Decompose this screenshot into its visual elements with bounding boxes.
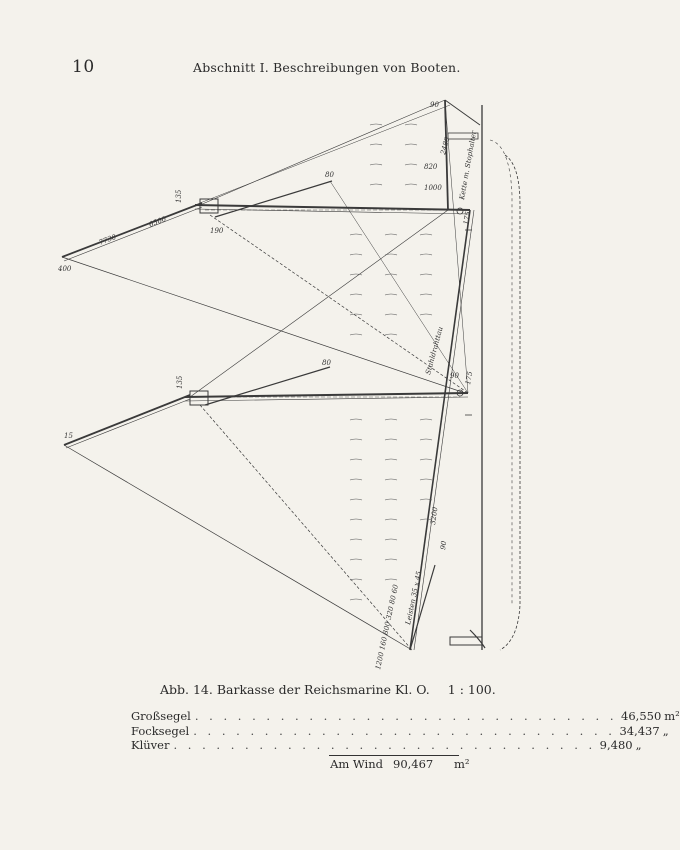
ann-dim-175-mid: 175 [464, 370, 475, 386]
main-gaff [62, 203, 202, 257]
ann-mast-top-main: 80 [325, 171, 334, 179]
sail-area-table [131, 709, 680, 771]
sail-value: 9,480 [599, 738, 633, 752]
sail-unit: „ [635, 738, 642, 752]
fore-sail-leech [64, 445, 412, 650]
upper-mizzen-gaff [445, 100, 480, 125]
figure-title: Barkasse der Reichsmarine Kl. O. [216, 682, 430, 697]
ann-stay: Stahldrahttau [424, 325, 445, 376]
ann-bowsprit: Leisten 35 x 45 [404, 570, 424, 626]
sail-name: Focksegel [131, 723, 190, 738]
main-sail-leech-2 [200, 100, 445, 205]
sail-value: 34,437 [619, 723, 660, 738]
sail-unit: m² [664, 709, 680, 723]
sail-row-fock [131, 723, 669, 739]
ann-fore-top: 80 [322, 359, 331, 367]
sail-name: Klüver [131, 738, 170, 752]
ann-bow-dims: 1200 160 800 320 80 60 [374, 583, 401, 671]
page-number: 10 [72, 57, 95, 77]
ann-dim-90-low: 90 [439, 540, 449, 551]
ann-dim-820: 820 [424, 163, 438, 171]
main-top-yard [215, 181, 332, 217]
hull-dashed-line [500, 155, 520, 650]
ann-chain: Kette m. Stophalter [458, 130, 479, 201]
fore-gaff [64, 395, 190, 445]
ann-dim-1000: 1000 [424, 184, 442, 192]
sail-plan-drawing [50, 85, 530, 675]
ann-gaff-peak-main: 400 [58, 265, 72, 273]
ann-mizzen-top: 90 [430, 101, 439, 109]
hull-inner-dashed [490, 140, 512, 605]
fore-sail-diagonal [190, 210, 448, 397]
dot-leader: . . . . . . . . . . . . . . . . . . . . . . . . . . . . . . [193, 723, 616, 738]
running-head: Abschnitt I. Beschreibungen von Booten. [193, 60, 461, 75]
main-mast [195, 205, 470, 210]
ann-gaff-length-1: 7730 [97, 233, 118, 247]
fore-sail-dashed [200, 405, 412, 650]
total-value: 90,467 [393, 756, 434, 771]
ann-gaff-length-2: 6500 [147, 215, 168, 229]
sail-total-row [131, 757, 476, 772]
main-gaff-inner [64, 207, 202, 261]
fore-gaff-inner [66, 399, 190, 448]
sail-unit: „ [662, 723, 669, 738]
total-rule [329, 755, 459, 756]
fore-mast [185, 393, 468, 397]
sail-name: Großsegel [131, 709, 191, 723]
ann-fore-mast-head: 135 [176, 375, 184, 389]
figure-label: Abb. 14. [160, 682, 213, 697]
ann-fore-peak: 15 [64, 432, 73, 440]
ann-dim-2480: 2480 [439, 136, 452, 156]
main-sail-leech [62, 257, 465, 393]
ann-dim-190: 190 [210, 227, 224, 235]
ann-dim-3200: 3200 [429, 506, 440, 526]
figure-scale: 1 : 100. [447, 682, 496, 697]
ann-mast-head-main: 135 [175, 189, 183, 203]
fore-mast-head [190, 391, 208, 405]
dot-leader: . . . . . . . . . . . . . . . . . . . . . . . . . . . . . . [194, 709, 618, 723]
sail-seam-marks [350, 124, 432, 600]
total-label: Am Wind [330, 756, 383, 771]
ann-dim-175-top: 175 [462, 210, 473, 226]
ann-dim-90-mid: 90 [450, 372, 459, 380]
sail-row-gross [131, 709, 680, 724]
upper-stay [200, 105, 450, 203]
total-unit: m² [454, 756, 470, 771]
dot-leader: . . . . . . . . . . . . . . . . . . . . . . . . . . . . . . [173, 738, 596, 752]
sail-value: 46,550 [621, 709, 662, 723]
boom-spar-inner [414, 210, 474, 650]
figure-caption [160, 682, 496, 697]
sail-row-kluever [131, 738, 642, 753]
